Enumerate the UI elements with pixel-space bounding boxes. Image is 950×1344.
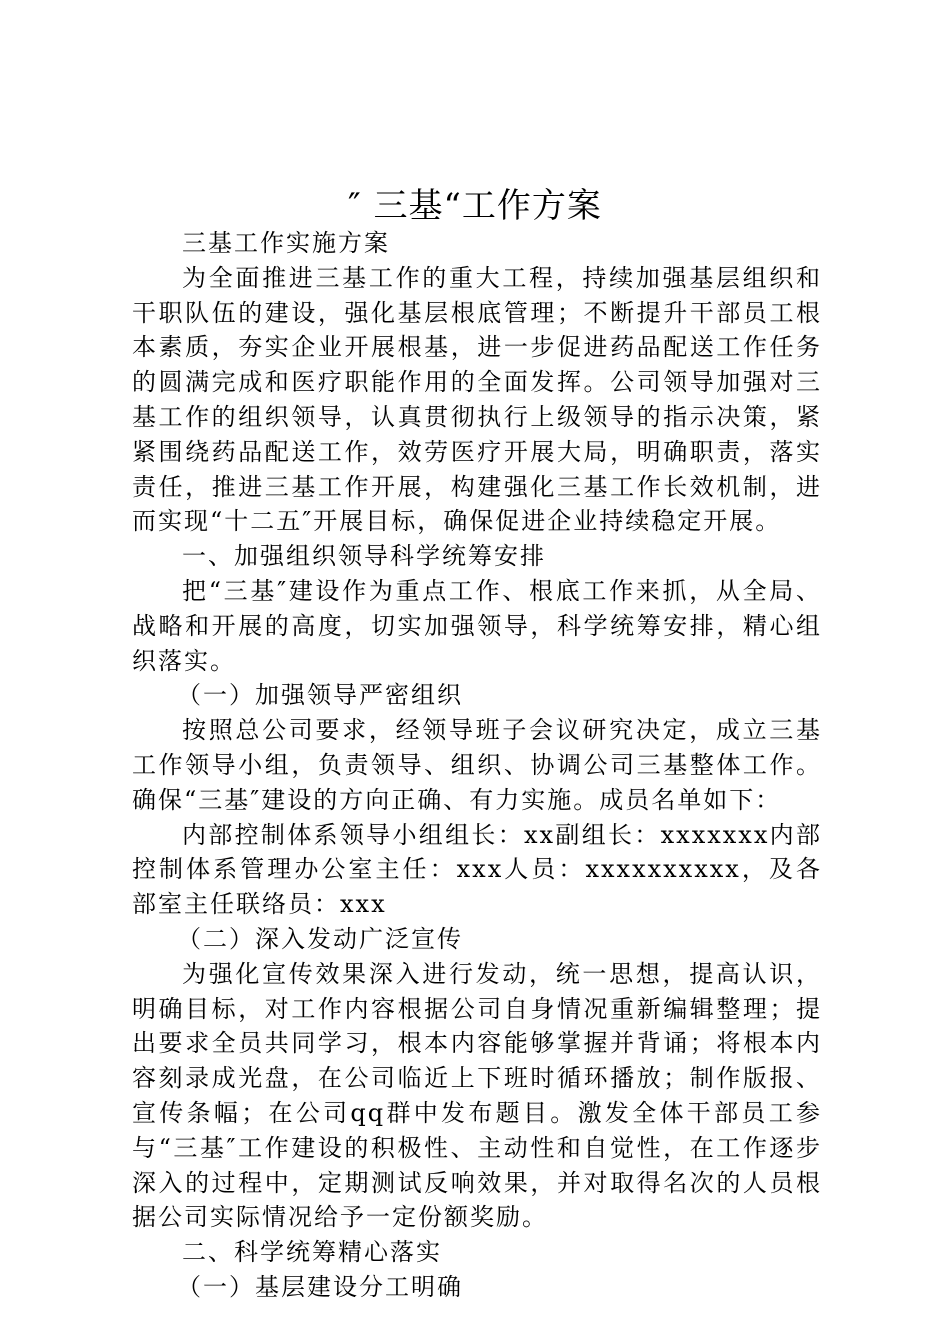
paragraph-subsection-1-1: 按照总公司要求，经领导班子会议研究决定，成立三基工作领导小组，负责领导、组织、协调公司三基整体工作。确保“三基″建设的方向正确、有力实施。成员名单如下： <box>132 716 822 814</box>
paragraph-section-1: 把“三基″建设作为重点工作、根底工作来抓，从全局、战略和开展的高度，切实加强领导，科学统筹安排，精心组织落实。 <box>132 576 822 675</box>
section-heading-1: 一、加强组织领导科学统筹安排 <box>182 542 546 571</box>
subsection-heading-1-2: （二）深入发动广泛宣传 <box>177 924 463 953</box>
paragraph-subtitle: 三基工作实施方案 <box>182 229 390 257</box>
document-title: ″ 三基“工作方案 <box>348 186 602 226</box>
paragraph-member-list: 内部控制体系领导小组组长：xx副组长：xxxxxxx内部控制体系管理办公室主任：xxx人员：xxxxxxxxxx，及各部室主任联络员：xxx <box>132 820 822 919</box>
section-heading-2: 二、科学统筹精心落实 <box>182 1238 442 1267</box>
subsection-heading-1-1: （一）加强领导严密组织 <box>177 681 463 710</box>
paragraph-subsection-1-2: 为强化宣传效果深入进行发动，统一思想，提高认识，明确目标，对工作内容根据公司自身情况重新编辑整理；提出要求全员共同学习，根本内容能够掌握并背诵；将根本内容刻录成光盘，在公司临近上下班时循环播放；制作版报、宣传条幅；在公司qq群中发布题目。激发全体干部员工参与“三基″工作建设的积极性、主动性和自觉性，在工作逐步深入的过程中，定期测试反响效果，并对取得名次的人员根据公司实际情况给予一定份额奖励。 <box>132 959 822 1232</box>
document-body <box>132 226 822 1305</box>
paragraph-intro: 为全面推进三基工作的重大工程，持续加强基层组织和干职队伍的建设，强化基层根底管理；不断提升干部员工根本素质，夯实企业开展根基，进一步促进药品配送工作任务的圆满完成和医疗职能作用的全面发挥。公司领导加强对三基工作的组织领导，认真贯彻执行上级领导的指示决策，紧紧围绕药品配送工作，效劳医疗开展大局，明确职责，落实责任，推进三基工作开展，构建强化三基工作长效机制，进而实现“十二五″开展目标，确保促进企业持续稳定开展。 <box>132 263 822 536</box>
subsection-heading-2-1: （一）基层建设分工明确 <box>177 1272 463 1301</box>
